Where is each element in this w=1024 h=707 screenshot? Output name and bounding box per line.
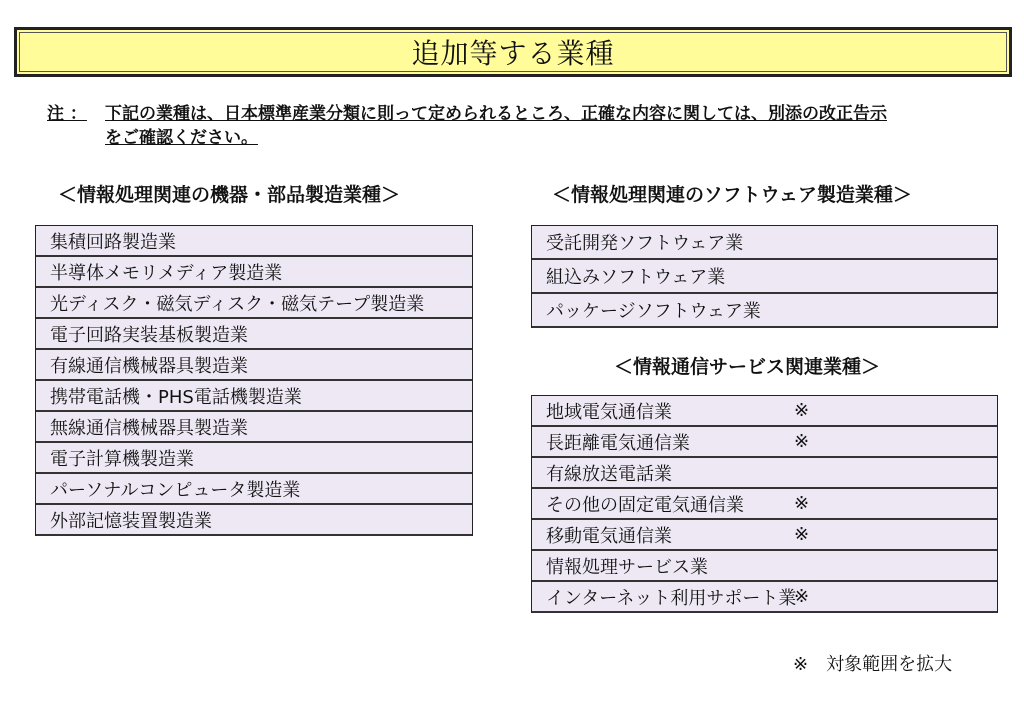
service-item-mark: ※ xyxy=(794,400,810,421)
software-item-label: パッケージソフトウェア業 xyxy=(546,301,761,322)
device-item-label: 光ディスク・磁気ディスク・磁気テープ製造業 xyxy=(50,293,425,315)
service-item-row xyxy=(532,582,997,613)
service-item-row xyxy=(532,489,997,520)
page-title: 追加等する業種 xyxy=(411,37,615,70)
service-item-mark: ※ xyxy=(794,431,810,452)
software-item-row xyxy=(532,226,997,260)
device-item-label: 電子回路実装基板製造業 xyxy=(50,324,248,346)
service-item-label: その他の固定電気通信業 xyxy=(546,494,744,516)
note-line-1: 下記の業種は、日本標準産業分類に則って定められるところ、正確な内容に関しては、別添の改正告示 xyxy=(105,104,887,124)
service-item-mark: ※ xyxy=(794,524,810,545)
device-item-row xyxy=(36,350,472,381)
service-item-label: 地域電気通信業 xyxy=(546,401,672,423)
device-item-row xyxy=(36,443,472,474)
device-item-label: 半導体メモリメディア製造業 xyxy=(50,262,283,284)
devices-list xyxy=(35,225,473,536)
note-label: 注 ： xyxy=(47,104,87,124)
device-item-row xyxy=(36,257,472,288)
service-item-row xyxy=(532,427,997,458)
device-item-row xyxy=(36,226,472,257)
device-item-label: 集積回路製造業 xyxy=(50,231,176,253)
note-line-2: をご確認ください。 xyxy=(105,128,258,148)
device-item-row xyxy=(36,319,472,350)
device-item-label: 無線通信機械器具製造業 xyxy=(50,417,248,439)
service-item-row xyxy=(532,551,997,582)
device-item-row xyxy=(36,505,472,536)
software-list xyxy=(531,225,998,328)
footnote: ※ 対象範囲を拡大 xyxy=(793,654,953,675)
device-item-label: 有線通信機械器具製造業 xyxy=(50,355,248,377)
device-item-row xyxy=(36,412,472,443)
service-item-row xyxy=(532,458,997,489)
service-item-mark: ※ xyxy=(794,586,810,607)
device-item-row xyxy=(36,288,472,319)
service-item-label: 情報処理サービス業 xyxy=(546,556,708,578)
services-heading: ＜情報通信サービス関連業種＞ xyxy=(614,356,881,378)
devices-heading: ＜情報処理関連の機器・部品製造業種＞ xyxy=(58,184,401,206)
software-item-label: 組込みソフトウェア業 xyxy=(546,267,726,288)
service-item-row xyxy=(532,520,997,551)
service-item-label: 移動電気通信業 xyxy=(546,525,672,547)
device-item-label: パーソナルコンピュータ製造業 xyxy=(50,479,301,501)
software-item-row xyxy=(532,260,997,294)
service-item-label: 有線放送電話業 xyxy=(546,463,672,485)
service-item-label: インターネット利用サポート業 xyxy=(546,587,797,609)
service-item-mark: ※ xyxy=(794,493,810,514)
services-list xyxy=(531,395,998,613)
service-item-row xyxy=(532,396,997,427)
service-item-label: 長距離電気通信業 xyxy=(546,432,690,454)
title-banner xyxy=(14,27,1012,77)
software-item-row xyxy=(532,294,997,328)
device-item-label: 携帯電話機・PHS電話機製造業 xyxy=(50,386,302,408)
note xyxy=(47,102,1007,150)
device-item-label: 外部記憶装置製造業 xyxy=(50,510,212,532)
device-item-row xyxy=(36,381,472,412)
software-item-label: 受託開発ソフトウェア業 xyxy=(546,233,744,254)
device-item-label: 電子計算機製造業 xyxy=(50,448,194,470)
device-item-row xyxy=(36,474,472,505)
software-heading: ＜情報処理関連のソフトウェア製造業種＞ xyxy=(552,184,912,206)
